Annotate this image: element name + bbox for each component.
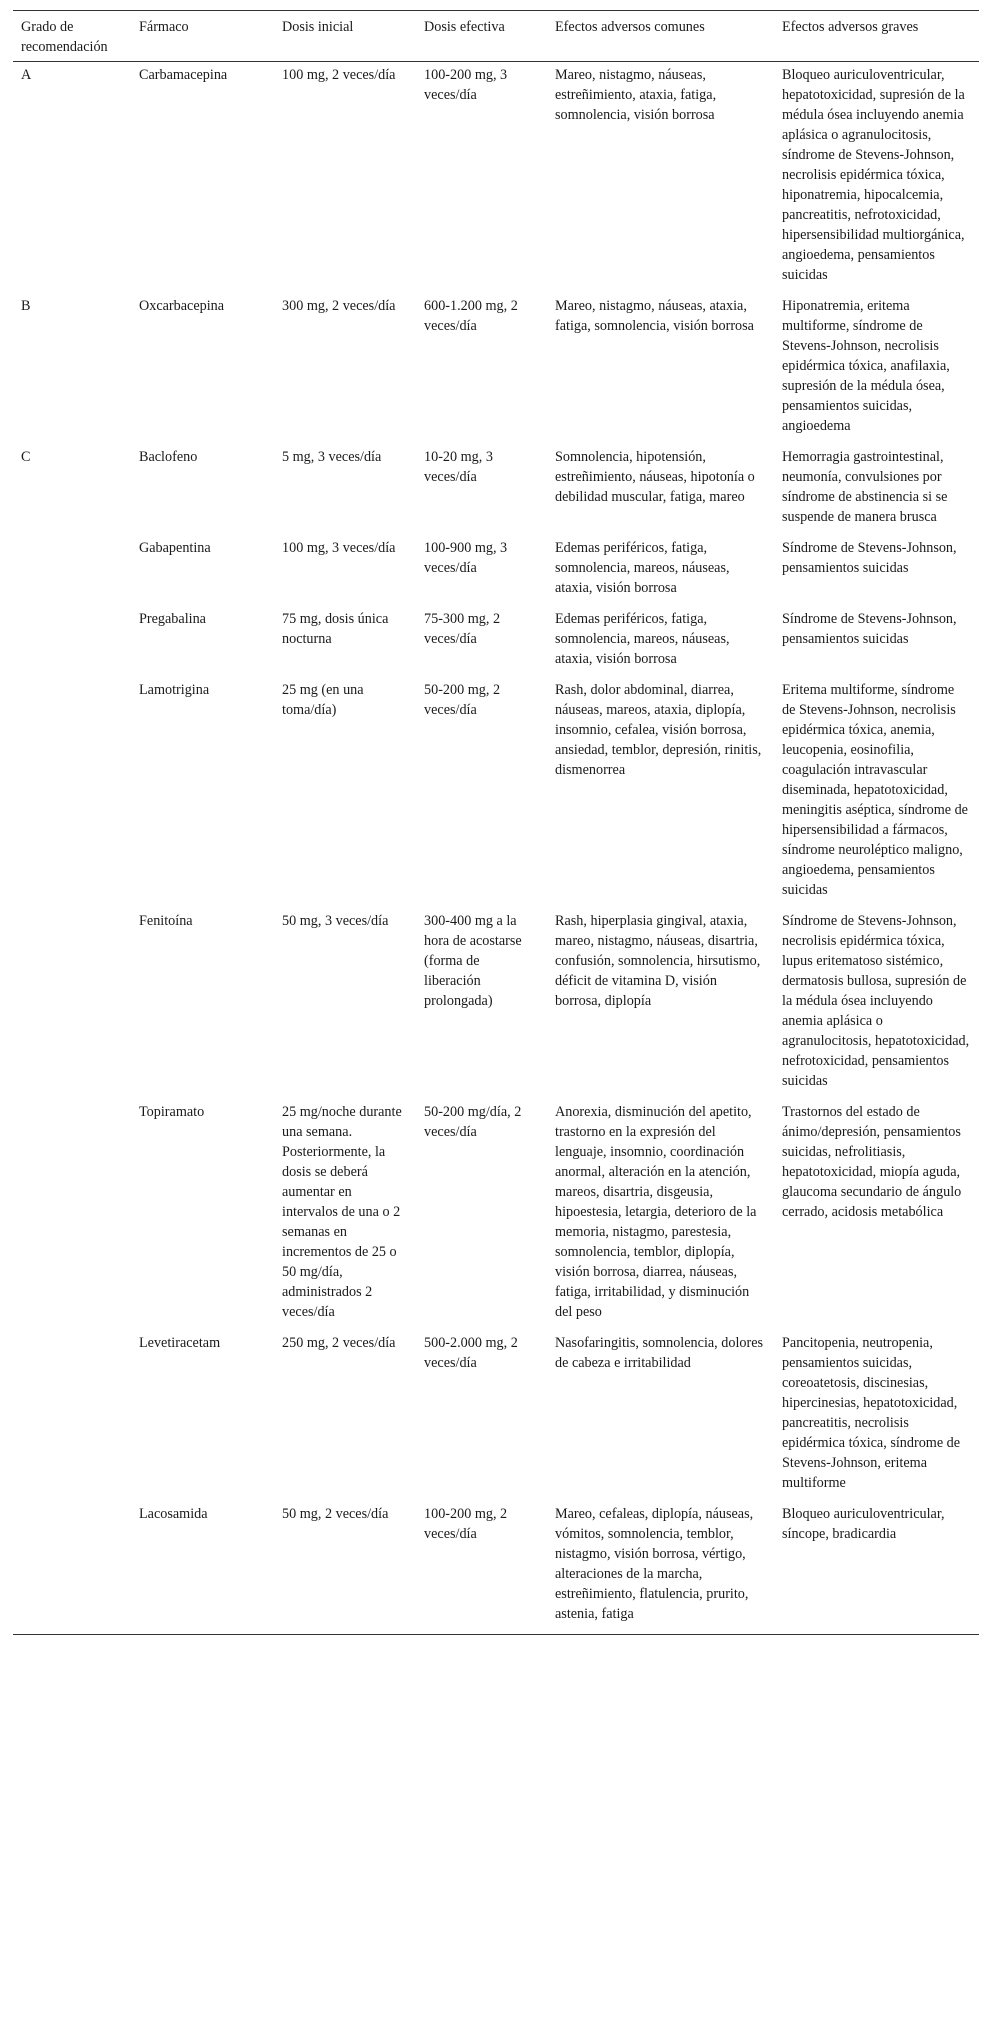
cell-grade: C [21, 449, 31, 465]
header-grade: Grado de recomendación [21, 19, 108, 55]
table-row [13, 910, 979, 1101]
cell-initial-dose: 25 mg (en una toma/día) [282, 682, 364, 718]
cell-effective-dose: 50-200 mg/día, 2 veces/día [424, 1104, 522, 1140]
table-row [13, 446, 979, 537]
header-row [13, 11, 979, 62]
cell-grade [13, 1101, 131, 1332]
header-drug: Fármaco [139, 19, 189, 35]
cell-initial-dose: 75 mg, dosis única nocturna [282, 611, 389, 647]
cell-severe-effects: Síndrome de Stevens-Johnson, necrolisis epidérmica tóxica, lupus eritematoso sistémico, dermatosis bullosa, supresión de la médula ósea incluyendo anemia aplásica o agranulocitosis, hepatotoxicidad, nefrotoxicidad, pensamientos suicidas [782, 913, 970, 1089]
cell-severe-effects: Bloqueo auriculoventricular, hepatotoxicidad, supresión de la médula ósea incluyendo anemia aplásica o agranulocitosis, síndrome de Stevens-Johnson, necrolisis epidérmica tóxica, hiponatremia, hipocalcemia, pancreatitis, nefrotoxicidad, hipersensibilidad multiorgánica, angioedema, pensamientos suicidas [782, 67, 965, 283]
table-row [13, 295, 979, 446]
cell-grade [13, 608, 131, 679]
cell-effective-dose: 100-200 mg, 2 veces/día [424, 1506, 508, 1542]
cell-initial-dose: 25 mg/noche durante una semana. Posteriormente, la dosis se deberá aumentar en intervalos de una o 2 semanas en incrementos de 25 o 50 mg/día, administrados 2 veces/día [282, 1104, 402, 1320]
cell-drug: Gabapentina [139, 540, 211, 556]
table-row [13, 1332, 979, 1503]
cell-common-effects: Anorexia, disminución del apetito, trastorno en la expresión del lenguaje, insomnio, coordinación anormal, alteración en la atención, mareos, disartria, disgeusia, hipoestesia, letargia, deterioro de la memoria, nistagmo, parestesia, somnolencia, temblor, diplopía, visión borrosa, diarrea, náuseas, fatiga, irritabilidad, y disminución del peso [555, 1104, 757, 1320]
cell-common-effects: Somnolencia, hipotensión, estreñimiento, náuseas, hipotonía o debilidad muscular, fatiga, mareo [555, 449, 755, 505]
table-body [13, 62, 979, 1635]
cell-drug: Fenitoína [139, 913, 193, 929]
cell-effective-dose: 10-20 mg, 3 veces/día [424, 449, 493, 485]
cell-initial-dose: 50 mg, 2 veces/día [282, 1506, 389, 1522]
cell-initial-dose: 100 mg, 2 veces/día [282, 67, 396, 83]
cell-common-effects: Mareo, nistagmo, náuseas, estreñimiento, ataxia, fatiga, somnolencia, visión borrosa [555, 67, 717, 123]
cell-grade [13, 1332, 131, 1503]
cell-common-effects: Edemas periféricos, fatiga, somnolencia, mareos, náuseas, ataxia, visión borrosa [555, 540, 730, 596]
cell-common-effects: Mareo, nistagmo, náuseas, ataxia, fatiga, somnolencia, visión borrosa [555, 298, 754, 334]
table-row [13, 1503, 979, 1635]
table-row [13, 608, 979, 679]
cell-drug: Baclofeno [139, 449, 198, 465]
cell-severe-effects: Pancitopenia, neutropenia, pensamientos suicidas, coreoatetosis, discinesias, hipercinesias, hepatotoxicidad, pancreatitis, necrolisis epidérmica tóxica, síndrome de Stevens-Johnson, eritema multiforme [782, 1335, 961, 1491]
cell-severe-effects: Eritema multiforme, síndrome de Stevens-Johnson, necrolisis epidérmica tóxica, anemia, leucopenia, eosinofilia, coagulación intravascular diseminada, hepatotoxicidad, meningitis aséptica, síndrome de hipersensibilidad a fármacos, síndrome neuroléptico maligno, angioedema, pensamientos suicidas [782, 682, 968, 898]
header-effective-dose: Dosis efectiva [424, 19, 505, 35]
cell-severe-effects: Hemorragia gastrointestinal, neumonía, convulsiones por síndrome de abstinencia si se suspende de manera brusca [782, 449, 948, 525]
cell-effective-dose: 100-200 mg, 3 veces/día [424, 67, 508, 103]
cell-effective-dose: 100-900 mg, 3 veces/día [424, 540, 508, 576]
cell-initial-dose: 5 mg, 3 veces/día [282, 449, 382, 465]
cell-common-effects: Rash, dolor abdominal, diarrea, náuseas, mareos, ataxia, diplopía, insomnio, cefalea, visión borrosa, ansiedad, temblor, depresión, rinitis, dismenorrea [555, 682, 762, 778]
cell-drug: Lamotrigina [139, 682, 210, 698]
cell-effective-dose: 500-2.000 mg, 2 veces/día [424, 1335, 518, 1371]
cell-initial-dose: 250 mg, 2 veces/día [282, 1335, 396, 1351]
table-row [13, 1101, 979, 1332]
cell-grade [13, 910, 131, 1101]
cell-common-effects: Nasofaringitis, somnolencia, dolores de cabeza e irritabilidad [555, 1335, 764, 1371]
table-row [13, 62, 979, 296]
cell-effective-dose: 600-1.200 mg, 2 veces/día [424, 298, 518, 334]
cell-drug: Carbamacepina [139, 67, 228, 83]
drug-table [13, 10, 979, 1635]
cell-effective-dose: 75-300 mg, 2 veces/día [424, 611, 501, 647]
cell-effective-dose: 300-400 mg a la hora de acostarse (forma de liberación prolongada) [424, 913, 522, 1009]
cell-severe-effects: Bloqueo auriculoventricular, síncope, bradicardia [782, 1506, 945, 1542]
table-row [13, 537, 979, 608]
cell-drug: Pregabalina [139, 611, 206, 627]
cell-grade: B [21, 298, 31, 314]
table-row [13, 679, 979, 910]
cell-grade [13, 1503, 131, 1635]
cell-severe-effects: Síndrome de Stevens-Johnson, pensamientos suicidas [782, 540, 957, 576]
cell-drug: Levetiracetam [139, 1335, 221, 1351]
cell-initial-dose: 50 mg, 3 veces/día [282, 913, 389, 929]
cell-grade [13, 679, 131, 910]
header-common-effects: Efectos adversos comunes [555, 19, 705, 35]
cell-drug: Lacosamida [139, 1506, 208, 1522]
cell-common-effects: Mareo, cefaleas, diplopía, náuseas, vómitos, somnolencia, temblor, nistagmo, visión borrosa, vértigo, alteraciones de la marcha, estreñimiento, flatulencia, prurito, astenia, fatiga [555, 1506, 754, 1622]
cell-grade [13, 537, 131, 608]
cell-common-effects: Edemas periféricos, fatiga, somnolencia, mareos, náuseas, ataxia, visión borrosa [555, 611, 730, 667]
cell-initial-dose: 100 mg, 3 veces/día [282, 540, 396, 556]
cell-initial-dose: 300 mg, 2 veces/día [282, 298, 396, 314]
cell-drug: Topiramato [139, 1104, 205, 1120]
table-header [13, 11, 979, 62]
cell-common-effects: Rash, hiperplasia gingival, ataxia, mareo, nistagmo, náuseas, disartria, confusión, somnolencia, hirsutismo, déficit de vitamina D, visión borrosa, diplopía [555, 913, 761, 1009]
header-initial-dose: Dosis inicial [282, 19, 354, 35]
cell-severe-effects: Hiponatremia, eritema multiforme, síndrome de Stevens-Johnson, necrolisis epidérmica tóxica, anafilaxia, supresión de la médula ósea, pensamientos suicidas, angioedema [782, 298, 950, 434]
cell-grade: A [21, 67, 32, 83]
cell-drug: Oxcarbacepina [139, 298, 225, 314]
cell-severe-effects: Síndrome de Stevens-Johnson, pensamientos suicidas [782, 611, 957, 647]
cell-severe-effects: Trastornos del estado de ánimo/depresión, pensamientos suicidas, nefrolitiasis, hepatotoxicidad, miopía aguda, glaucoma secundario de ángulo cerrado, acidosis metabólica [782, 1104, 962, 1220]
header-severe-effects: Efectos adversos graves [782, 19, 919, 35]
cell-effective-dose: 50-200 mg, 2 veces/día [424, 682, 501, 718]
